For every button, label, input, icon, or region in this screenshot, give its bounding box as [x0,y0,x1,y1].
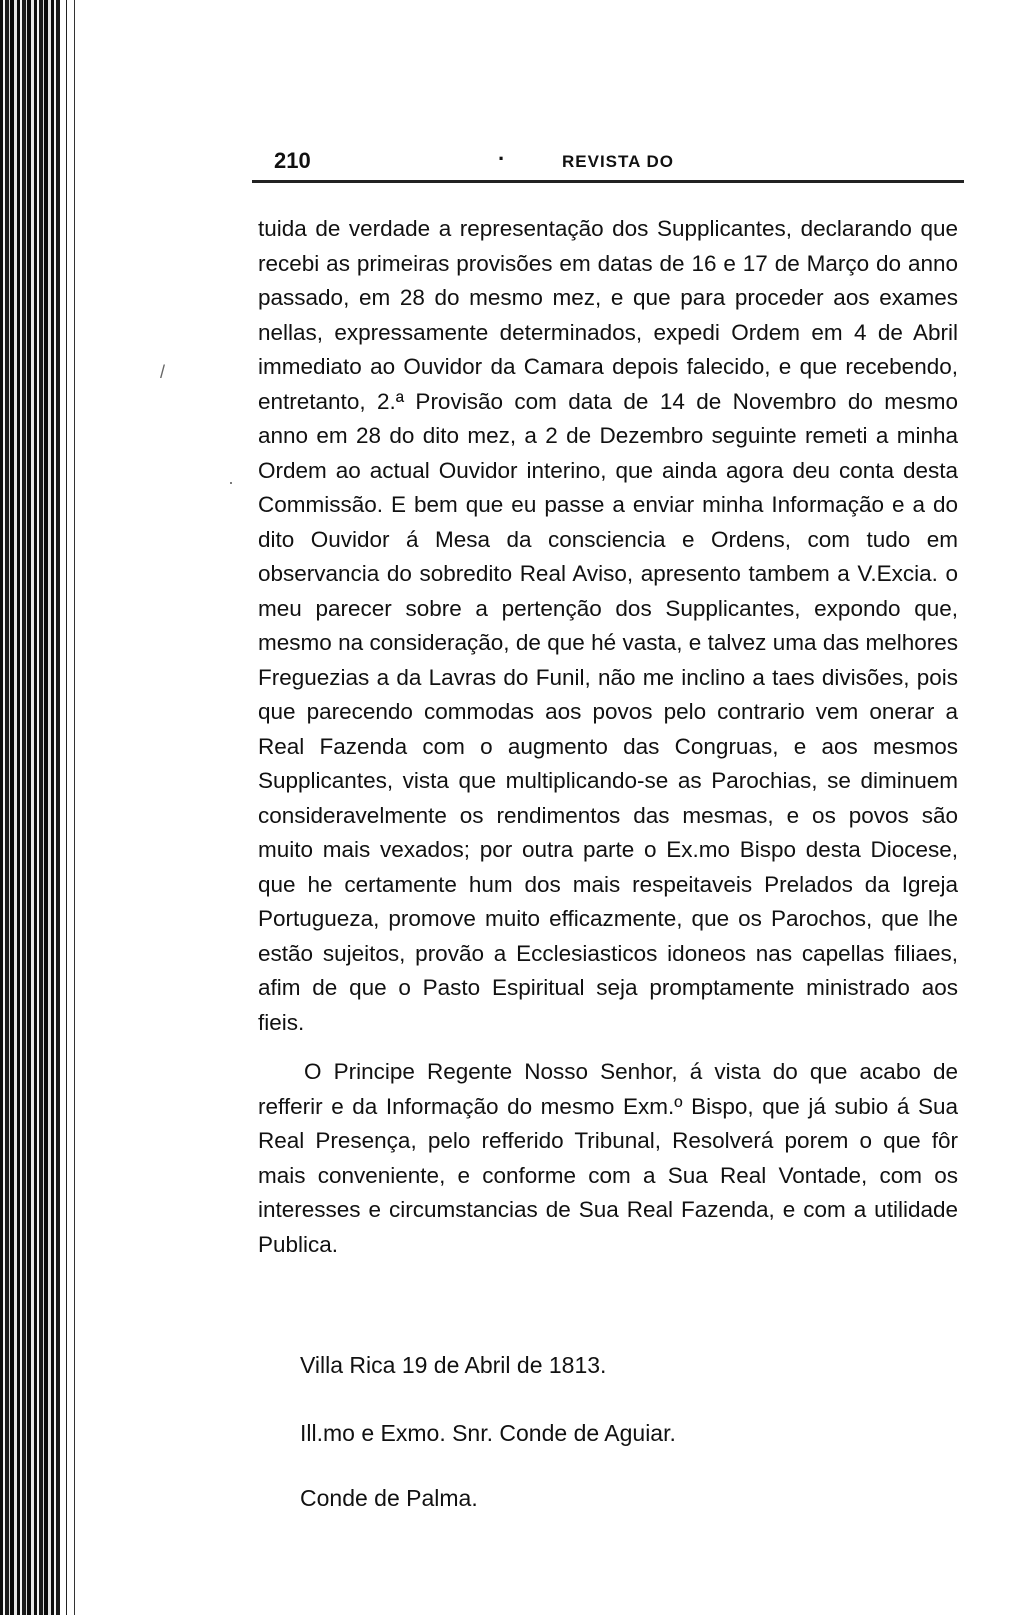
running-header [252,140,964,183]
body-text [258,212,958,1262]
book-binding-edge [0,0,82,1615]
running-title: REVISTA DO [562,152,675,171]
page-number: 210 [274,148,311,173]
margin-mark: / [160,362,166,382]
salutation: Ill.mo e Exmo. Snr. Conde de Aguiar. [300,1420,676,1446]
header-separator: · [498,146,506,171]
signature: Conde de Palma. [300,1485,478,1511]
margin-mark: · [228,472,234,492]
date-line: Villa Rica 19 de Abril de 1813. [300,1352,607,1378]
document-page [258,140,958,1511]
paragraph-1: tuida de verdade a representação dos Supplicantes, declarando que recebi as primeiras provisões em datas de 16 e 17 de Março do anno passado, em 28 do mesmo mez, e que para proceder aos exames nellas, expressamente determinados, expedi Ordem em 4 de Abril immediato ao Ouvidor da Camara depois falecido, e que recebendo, entretanto, 2.ª Provisão com data de 14 de Novembro do mesmo anno em 28 do dito mez, a 2 de Dezembro seguinte remeti a minha Ordem ao actual Ouvidor interino, que ainda agora deu conta desta Commissão. E bem que eu passe a enviar minha Informação e a do dito Ouvidor á Mesa da consciencia e Ordens, com tudo em observancia do sobredito Real Aviso, apresento tambem a V.Excia. o meu parecer sobre a pertenção dos Supplicantes, expondo que, mesmo na consideração, de que hé vasta, e talvez uma das melhores Freguezias a da Lavras do Funil, não me inclino a taes divisões, pois que parecendo commodas aos povos pelo contrario vem onerar a Real Fazenda com o augmento das Congruas, e aos mesmos Supplicantes, vista que multiplicando-se as Parochias, se diminuem consideravelmente os rendimentos das mesmas, e os povos são muito mais vexados; por outra parte o Ex.mo Bispo desta Diocese, que he certamente hum dos mais respeitaveis Prelados da Igreja Portugueza, promove muito efficazmente, que os Parochos, que lhe estão sujeitos, provão a Ecclesiasticos idoneos nas capellas filiaes, afim de que o Pasto Espiritual seja promptamente ministrado aos fieis. [258,216,958,1035]
paragraph-2: O Principe Regente Nosso Senhor, á vista do que acabo de refferir e da Informação do mesmo Exm.º Bispo, que já subio á Sua Real Presença, pelo refferido Tribunal, Resolverá porem o que fôr mais conveniente, e conforme com a Sua Real Vontade, com os interesses e circumstancias de Sua Real Fazenda, e com a utilidade Publica. [258,1059,958,1257]
